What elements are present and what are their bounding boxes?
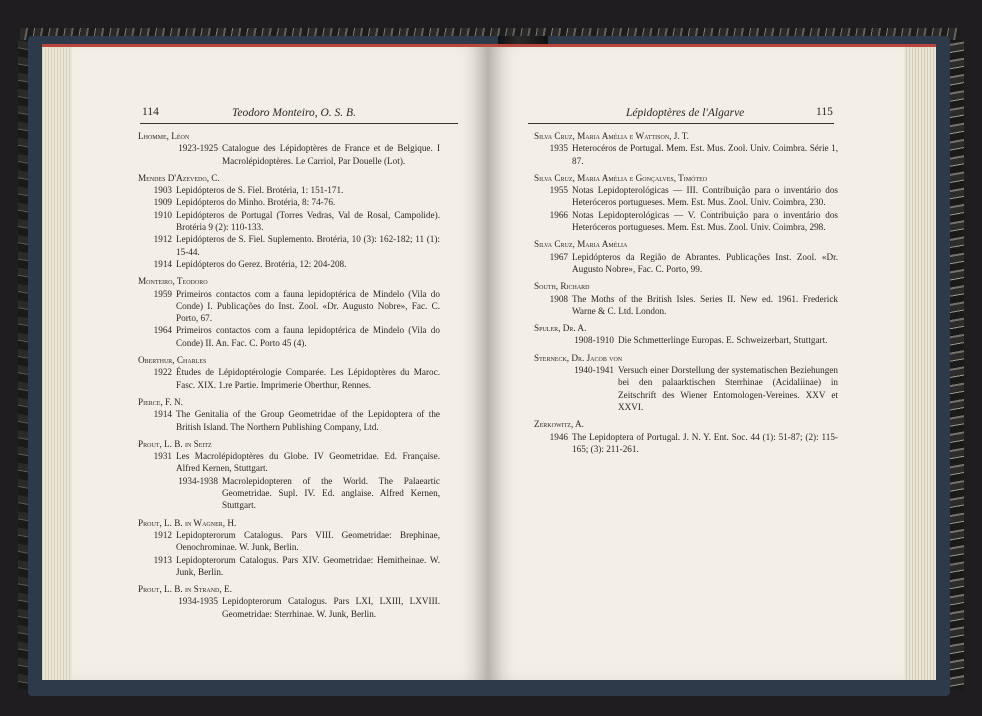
entry-year: 1940-1941 <box>574 365 614 376</box>
entry-text: Lepidópteros de S. Fiel. Brotéria, 1: 151-171. <box>176 185 344 196</box>
author-heading: Lhomme, Léon <box>138 131 190 141</box>
bibliography-entry <box>138 258 440 270</box>
bibliography-entry <box>534 184 838 209</box>
entry-year: 1914 <box>153 258 172 269</box>
bibliography-entry <box>138 366 440 391</box>
author-heading: Prout, L. B. in Wagner, H. <box>138 517 237 528</box>
entry-year: 1908 <box>549 293 568 304</box>
bibliography-entry <box>138 408 440 433</box>
entry-text: Lepidópteros da Região de Abrantes. Publicações Inst. Zool. «Dr. Augusto Nobre», Fac. C. Porto, 99. <box>572 251 838 274</box>
entry-year: 1967 <box>549 251 568 262</box>
entry-text: Lepidópteros do Gerez. Brotéria, 12: 204-208. <box>176 258 347 269</box>
entry-text: Heterocéros de Portugal. Mem. Est. Mus. Zool. Univ. Coimbra. Série 1, 87. <box>572 143 838 166</box>
entry-text: Macrolepidopteren of the World. The Palaeartic Geometridae. Supl. IV. Ed. anglaise. Alfred Kernen, Stuttgart. <box>222 475 440 511</box>
entry-text: Notas Lepidopterológicas — III. Contribuição para o inventário dos Heteróceros portugueses. Mem. Est. Mus. Zool. Univ. Coimbra, 230. <box>572 185 838 208</box>
entry-text: Notas Lepidopterológicas — V. Contribuição para o inventário dos Heteróceros portugueses. Mem. Est. Mus. Zool. Univ. Coimbra, 298. <box>572 209 838 233</box>
author-heading: Silva Cruz, Maria Amélia e Gonçalves, Timóteo <box>534 172 708 183</box>
entry-year: 1908-1910 <box>574 335 614 346</box>
entry-text: Études de Lépidoptérologie Comparée. Les Lépidoptères du Maroc. Fasc. XIX. 1.re Partie. Imprimerie Oberthur, Rennes. <box>176 367 440 390</box>
author-heading: Prout, L. B. in Seitz <box>138 438 212 449</box>
entry-text: Lepidópteros do Minho. Brotéria, 8: 74-76. <box>176 197 336 208</box>
entry-text: The Moths of the British Isles. Series II. New ed. 1961. Frederick Warne & C. Ltd. London. <box>572 293 838 316</box>
author-heading: Spuler, Dr. A. <box>534 323 587 334</box>
entry-text: Les Macrolépidoptères du Globe. IV Geometridae. Ed. Française. Alfred Kernen, Stuttgart. <box>176 451 440 474</box>
right-header-rule <box>528 123 834 124</box>
author-heading: Silva Cruz, Maria Amélia <box>534 239 628 250</box>
author-heading: Pierce, F. N. <box>138 396 183 407</box>
bibliography-entry <box>138 233 440 258</box>
bibliography-entry <box>534 334 838 346</box>
right-page-edges <box>904 44 936 680</box>
author-heading: Zerkowitz, A. <box>534 419 584 430</box>
entry-text: Catalogue des Lépidoptères de France et de Belgique. I Macrolépidoptères. Le Carriol, Par Douelle (Lot). <box>222 143 440 166</box>
entry-year: 1922 <box>153 367 172 378</box>
bibliography-entry <box>138 595 440 620</box>
entry-text: Die Schmetterlinge Europas. E. Schweizerbart, Stuttgart. <box>618 335 828 346</box>
bibliography-entry <box>138 475 440 512</box>
entry-year: 1955 <box>549 185 568 196</box>
entry-year: 1909 <box>153 197 172 208</box>
bibliography-entry <box>138 196 440 208</box>
bibliography-entry <box>138 529 440 554</box>
bibliography-entry <box>138 324 440 349</box>
entry-year: 1903 <box>153 185 172 196</box>
right-bibliography <box>534 130 838 455</box>
entry-text: The Lepidoptera of Portugal. J. N. Y. Ent. Soc. 44 (1): 51-87; (2): 115-165; (3): 211-261. <box>572 431 838 454</box>
bibliography-entry <box>138 209 440 234</box>
entry-text: Primeiros contactos com a fauna lepidoptérica de Mindelo (Vila do Conde) I. Publicações do Inst. Zool. «Dr. Augusto Nobre», Fac. C. Porto, 67. <box>176 288 440 324</box>
author-heading: Mendes D'Azevedo, C. <box>138 172 220 183</box>
left-page-number: 114 <box>142 106 159 118</box>
right-running-head: Lépidoptères de l'Algarve <box>626 107 745 119</box>
author-heading: Prout, L. B. in Strand, E. <box>138 584 232 595</box>
author-heading: Oberthur, Charles <box>138 355 207 366</box>
bibliography-entry <box>138 142 440 167</box>
entry-text: The Genitalia of the Group Geometridae of the Lepidoptera of the British Island. The Northern Publishing Company, Ltd. <box>176 409 440 432</box>
author-heading: Monteiro, Teodoro <box>138 276 208 287</box>
entry-year: 1913 <box>153 554 172 565</box>
left-header-rule <box>140 123 458 124</box>
entry-year: 1931 <box>153 451 172 462</box>
left-running-head: Teodoro Monteiro, O. S. B. <box>232 107 356 119</box>
bibliography-entry <box>534 209 838 234</box>
entry-year: 1912 <box>153 234 172 245</box>
entry-year: 1946 <box>549 431 568 442</box>
left-bibliography <box>138 130 440 620</box>
bibliography-entry <box>138 184 440 196</box>
entry-year: 1914 <box>153 409 172 420</box>
entry-text: Lepidopterorum Catalogus. Pars LXI, LXIII, LXVIII. Geometridae: Sterrhinae. W. Junk, Berlin. <box>222 596 440 619</box>
author-heading: Silva Cruz, Maria Amélia e Wattison, J. T. <box>534 131 689 141</box>
entry-year: 1923-1925 <box>178 143 218 154</box>
right-top-edge <box>488 44 936 47</box>
entry-text: Primeiros contactos com a fauna lepidoptérica de Mindelo (Vila do Conde) II. An. Fac. C. Porto 45 (4). <box>176 325 440 348</box>
entry-year: 1912 <box>153 529 172 540</box>
bibliography-entry <box>138 450 440 475</box>
entry-year: 1966 <box>549 209 568 220</box>
bibliography-entry <box>534 364 838 413</box>
entry-year: 1964 <box>153 325 172 336</box>
entry-year: 1959 <box>153 288 172 299</box>
entry-year: 1910 <box>153 209 172 220</box>
bibliography-entry <box>534 142 838 167</box>
author-heading: Sterneck, Dr. Jacob von <box>534 352 623 363</box>
bibliography-entry <box>138 554 440 579</box>
entry-year: 1934-1935 <box>178 596 218 607</box>
bibliography-entry <box>534 293 838 318</box>
right-page-number: 115 <box>816 106 833 118</box>
bibliography-entry <box>138 288 440 325</box>
entry-text: Lepidópteros de S. Fiel. Suplemento. Brotéria, 10 (3): 162-182; 11 (1): 15-44. <box>176 234 440 257</box>
entry-text: Versuch einer Dorstellung der systematischen Beziehungen bei den palaarktischen Sterrhinae (Acidaliinae) in Zeitschrift des Wiener Entomologen-Vereines. XXV et XXVI. <box>618 365 838 412</box>
left-page-edges <box>42 44 72 680</box>
entry-text: Lepidópteros de Portugal (Torres Vedras, Val de Rosal, Campolide). Brotéria 9 (2): 110-133. <box>176 209 440 233</box>
entry-text: Lepidopterorum Catalogus. Pars XIV. Geometridae: Hemitheinae. W. Junk, Berlin. <box>176 554 440 577</box>
left-top-edge <box>42 44 488 47</box>
bibliography-entry <box>534 431 838 456</box>
entry-year: 1934-1938 <box>178 475 218 486</box>
entry-text: Lepidopterorum Catalogus. Pars VIII. Geometridae: Brephinae, Oenochrominae. W. Junk, Berlin. <box>176 529 440 553</box>
author-heading: South, Richard <box>534 281 590 292</box>
bibliography-entry <box>534 251 838 276</box>
entry-year: 1935 <box>549 143 568 154</box>
